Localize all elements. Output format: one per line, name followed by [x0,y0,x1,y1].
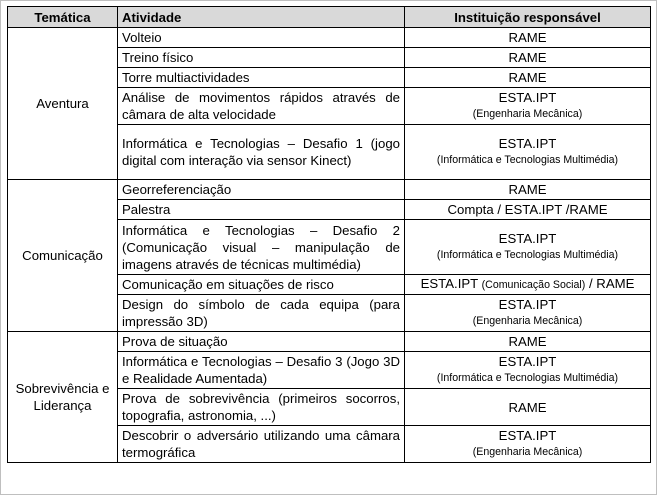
institution-note: (Informática e Tecnologias Multimédia) [436,249,619,261]
institution-cell: Compta / ESTA.IPT /RAME [405,200,651,220]
institution-cell [405,220,651,275]
institution-cell: RAME [405,28,651,48]
theme-cell-comunicacao: Comunicação [8,180,118,332]
institution-cell [405,125,651,180]
header-atividade: Atividade [118,7,405,28]
activity-cell: Análise de movimentos rápidos através de câmara de alta velocidade [118,88,405,125]
theme-cell-sobrevivencia: Sobrevivência e Liderança [8,332,118,463]
header-row [8,7,651,28]
institution-name: ESTA.IPT [498,136,557,151]
institution-name: ESTA.IPT [498,297,557,312]
activities-table [7,6,651,463]
activity-cell: Design do símbolo de cada equipa (para impressão 3D) [118,295,405,332]
activity-cell: Volteio [118,28,405,48]
table-row [8,180,651,200]
table-row [8,332,651,352]
table-row [8,28,651,48]
institution-cell [405,352,651,389]
header-instituicao: Instituição responsável [405,7,651,28]
institution-cell [405,275,651,295]
institution-name: ESTA.IPT [420,276,478,291]
institution-cell: RAME [405,332,651,352]
institution-note: (Engenharia Mecânica) [472,108,583,120]
institution-name: ESTA.IPT [498,354,557,369]
institution-name: ESTA.IPT [498,428,557,443]
activity-cell: Informática e Tecnologias – Desafio 2 (Comunicação visual – manipulação de imagens através de técnicas multimédia) [118,220,405,275]
activity-cell: Torre multiactividades [118,68,405,88]
header-tematica: Temática [8,7,118,28]
institution-note: (Comunicação Social) [481,279,586,291]
institution-name: ESTA.IPT [498,231,557,246]
theme-cell-aventura: Aventura [8,28,118,180]
activity-cell: Descobrir o adversário utilizando uma câmara termográfica [118,426,405,463]
activity-cell: Georreferenciação [118,180,405,200]
institution-note: (Engenharia Mecânica) [472,315,583,327]
institution-cell: RAME [405,180,651,200]
institution-cell [405,295,651,332]
institution-note: (Informática e Tecnologias Multimédia) [436,154,619,166]
activity-cell: Comunicação em situações de risco [118,275,405,295]
institution-cell: RAME [405,68,651,88]
institution-note: (Informática e Tecnologias Multimédia) [436,372,619,384]
activity-cell: Informática e Tecnologias – Desafio 1 (jogo digital com interação via sensor Kinect) [118,125,405,180]
activity-cell: Informática e Tecnologias – Desafio 3 (Jogo 3D e Realidade Aumentada) [118,352,405,389]
activity-cell: Treino físico [118,48,405,68]
institution-cell [405,426,651,463]
institution-cell [405,88,651,125]
institution-cell: RAME [405,389,651,426]
institution-suffix: / RAME [588,276,635,291]
activity-cell: Prova de situação [118,332,405,352]
institution-cell: RAME [405,48,651,68]
activity-cell: Prova de sobrevivência (primeiros socorros, topografia, astronomia, ...) [118,389,405,426]
institution-note: (Engenharia Mecânica) [472,446,583,458]
activity-cell: Palestra [118,200,405,220]
institution-name: ESTA.IPT [498,90,557,105]
